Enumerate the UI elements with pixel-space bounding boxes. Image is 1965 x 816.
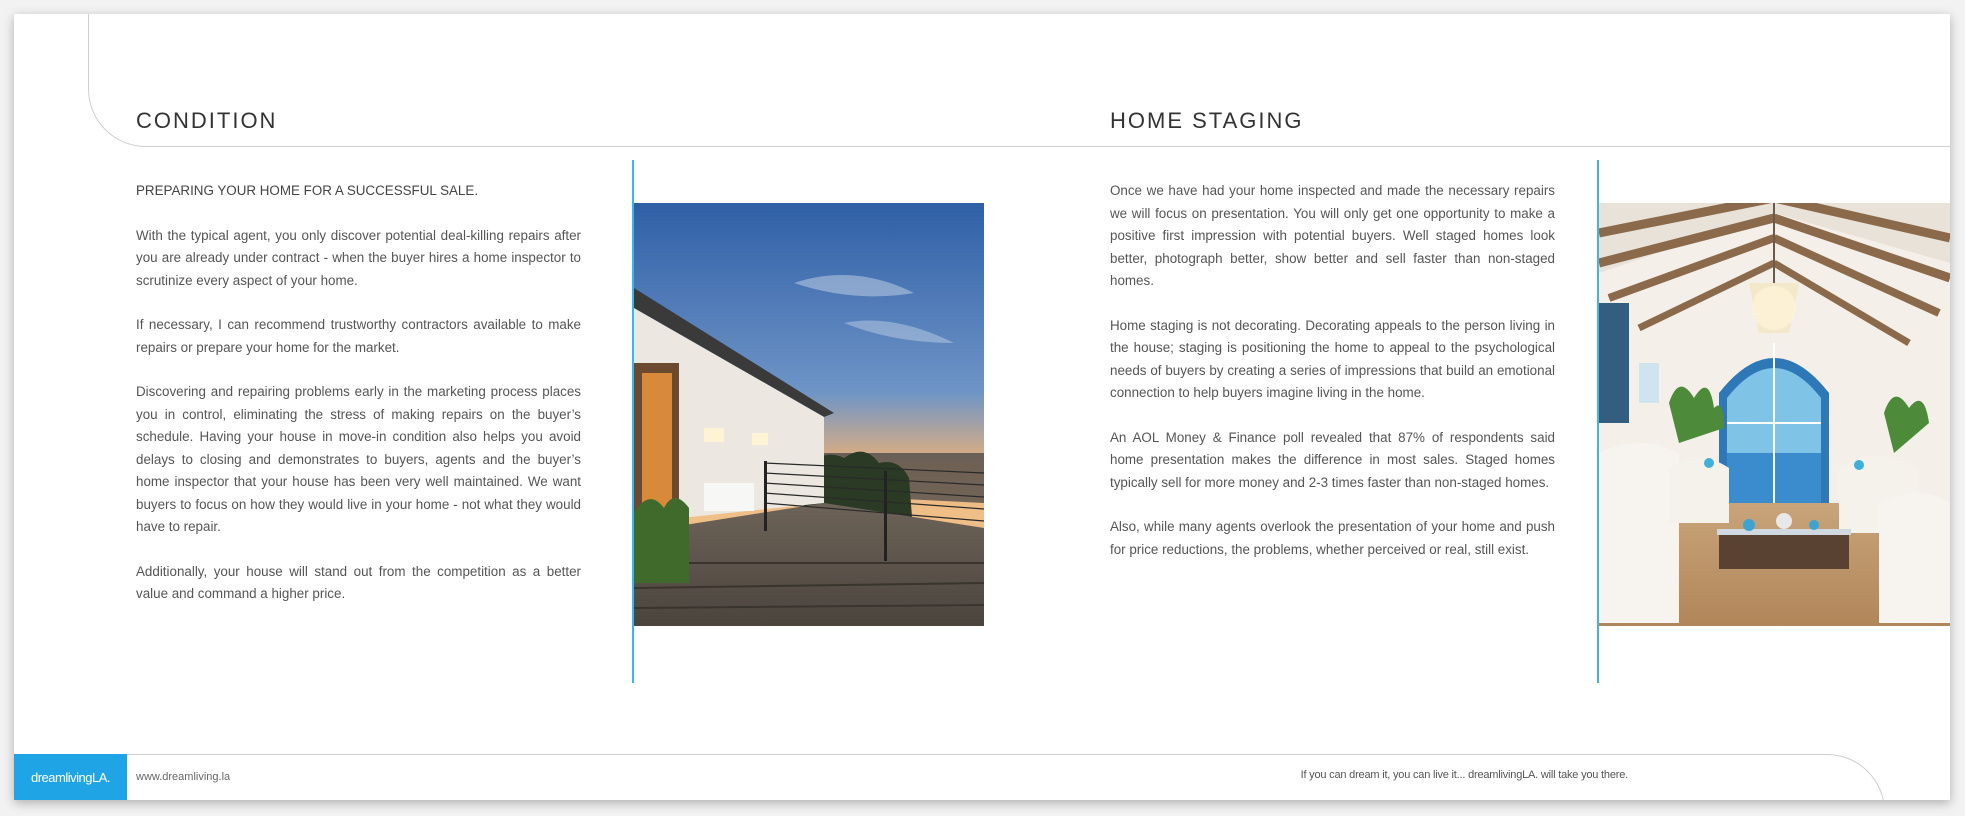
condition-subheading: PREPARING YOUR HOME FOR A SUCCESSFUL SALE. (136, 183, 479, 198)
condition-paragraph: Discovering and repairing problems early in the marketing process places you in control, eliminating the stress of making repairs on the buyer’s schedule. Having your house in move-in condition also helps you avoid delays to closing and demonstrates to buyers, agents and the buyer’s home inspector that your house has been very well maintained. We want buyers to focus on how they would live in your home - not what they would have to repair. (136, 384, 581, 534)
home-staging-text-column (1110, 180, 1555, 583)
home-staging-title: HOME STAGING (1110, 108, 1304, 133)
deck-sunset-photo (634, 203, 984, 626)
condition-title: CONDITION (136, 108, 278, 133)
condition-paragraph: With the typical agent, you only discover potential deal-killing repairs after you are already under contract - when the buyer hires a home inspector to scrutinize every aspect of your home. (136, 227, 581, 288)
staging-paragraph: Also, while many agents overlook the presentation of your home and push for price reductions, the problems, whether perceived or real, still exist. (1110, 519, 1555, 557)
brand-logo: dreamlivingLA. (14, 754, 127, 800)
top-guide-line (88, 14, 1950, 147)
condition-paragraph: Additionally, your house will stand out from the competition as a better value and command a higher price. (136, 563, 581, 601)
staging-paragraph: Home staging is not decorating. Decorating appeals to the person living in the house; staging is positioning the home to appeal to the psychological needs of buyers by creating a series of impressions that build an emotional connection to help buyers imagine living in the home. (1110, 317, 1555, 400)
staged-living-room-photo (1599, 203, 1950, 626)
website-url[interactable]: www.dreamliving.la (136, 771, 231, 783)
staging-paragraph: An AOL Money & Finance poll revealed that 87% of respondents said home presentation makes the difference in most sales. Staged homes typically sell for more money and 2-3 times faster than non-staged homes. (1110, 429, 1555, 490)
condition-paragraph: If necessary, I can recommend trustworthy contractors available to make repairs or prepare your home for the market. (136, 317, 581, 355)
staging-paragraph: Once we have had your home inspected and made the necessary repairs we will focus on presentation. You will only get one opportunity to make a positive first impression with potential buyers. Well staged homes look better, photograph better, show better and sell faster than non-staged homes. (1110, 183, 1555, 288)
footer-tagline: If you can dream it, you can live it... dreamlivingLA. will take you there. (1300, 769, 1628, 781)
brochure-spread (14, 14, 1950, 800)
condition-text-column (136, 180, 581, 628)
